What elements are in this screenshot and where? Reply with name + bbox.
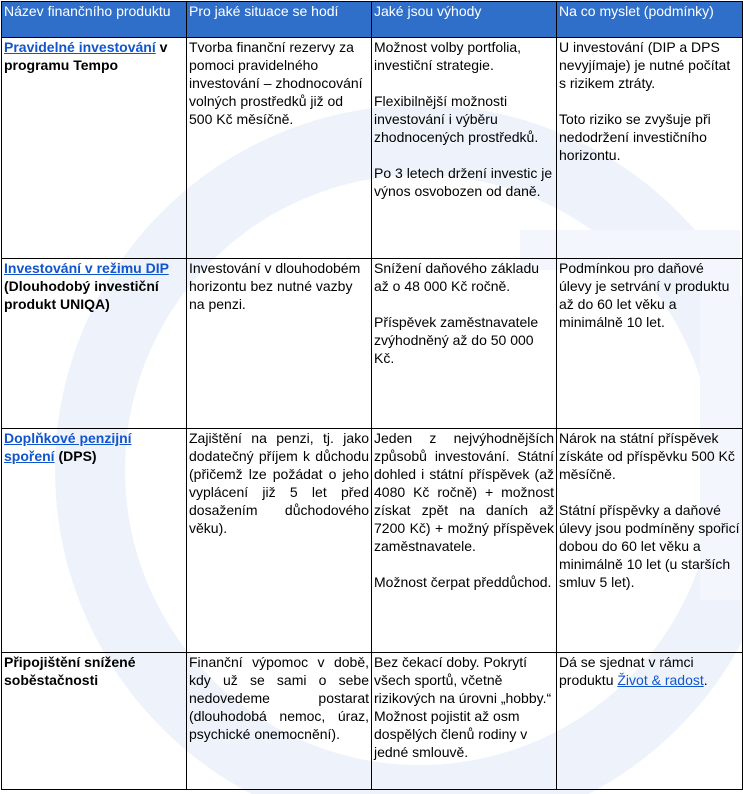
header-row: [2, 2, 743, 38]
table-row: [2, 429, 743, 653]
product-name-rest: v programu Tempo: [4, 39, 168, 73]
product-link-dip[interactable]: Investování v režimu DIP: [4, 260, 169, 276]
table-row: [2, 259, 743, 429]
condition-text: [559, 653, 740, 689]
header-conditions: Na co myslet (podmínky): [557, 2, 743, 38]
condition-text: Nárok na státní příspěvek získáte od příspěvku 500 Kč měsíčně.: [559, 430, 735, 482]
header-situations: Pro jaké situace se hodí: [187, 2, 372, 38]
conditions-cell: [557, 653, 743, 790]
product-name-cell: [2, 38, 187, 259]
benefit-text: Příspěvek zaměstnavatele zvýhodněný až do 50 000 Kč.: [374, 314, 539, 366]
situation-text: Tvorba finanční rezervy za pomoci pravidelného investování – zhodnocování volných prostředků již od 500 Kč měsíčně.: [189, 39, 363, 127]
conditions-cell: [557, 429, 743, 653]
condition-prefix: Dá se sjednat v rámci produktu: [559, 654, 694, 688]
product-name-cell: [2, 259, 187, 429]
benefit-text: Snížení daňového základu až o 48 000 Kč ročně.: [374, 260, 540, 294]
situation-cell: [187, 429, 372, 653]
header-product-name: Název finančního produktu: [2, 2, 187, 38]
product-name-cell: [2, 653, 187, 790]
benefit-text: Bez čekací doby. Pokrytí všech sportů, včetně rizikových na úrovni „hobby.“ Možnost pojistit až osm dospělých členů rodiny v jedné smlouvě.: [374, 654, 552, 760]
situation-text: Investování v dlouhodobém horizontu bez nutné vazby na penzi.: [189, 260, 361, 312]
benefits-cell: [372, 429, 557, 653]
product-comparison-table: [1, 1, 743, 790]
condition-text: U investování (DIP a DPS nevyjímaje) je nutné počítat s rizikem ztráty.: [559, 39, 731, 91]
situation-cell: [187, 259, 372, 429]
benefit-text: Flexibilnější možnosti investování i výběru zhodnocených prostředků.: [374, 93, 539, 145]
product-name-rest: (DPS): [54, 448, 97, 464]
benefit-text: Jeden z nejvýhodnějších způsobů investování. Státní dohled i státní příspěvek (až 4080 Kč ročně) + možnost získat zpět na daních až 7200 Kč) + možný příspěvek zaměstnavatele.: [374, 430, 554, 554]
situation-cell: [187, 38, 372, 259]
benefit-text: Možnost čerpat předdůchod.: [374, 574, 552, 590]
situation-text: Zajištění na penzi, tj. jako dodatečný příjem k důchodu (přičemž lze požádat o jeho vyplácení již 5 let před dosažením důchodového věku).: [189, 430, 369, 536]
benefit-text: Po 3 letech držení investic je výnos osvobozen od daně.: [374, 165, 553, 199]
benefits-cell: [372, 38, 557, 259]
condition-text: Státní příspěvky a daňové úlevy jsou podmíněny spořicí dobou do 60 let věku a minimálně 10 let (u starších smluv 5 let).: [559, 502, 740, 590]
benefits-cell: [372, 259, 557, 429]
table-row: [2, 38, 743, 259]
condition-text: Podmínkou pro daňové úlevy je setrvání v produktu až do 60 let věku a minimálně 10 let.: [559, 260, 730, 330]
condition-text: Toto riziko se zvyšuje při nedodržení investičního horizontu.: [559, 111, 711, 163]
product-name-rest: (Dlouhodobý investiční produkt UNIQA): [4, 278, 159, 312]
product-name-cell: [2, 429, 187, 653]
product-name-rest: Připojištění snížené soběstačnosti: [4, 654, 136, 688]
product-link-tempo[interactable]: Pravidelné investování: [4, 39, 156, 55]
condition-suffix: .: [703, 672, 708, 688]
benefit-text: Možnost volby portfolia, investiční strategie.: [374, 39, 522, 73]
situation-text: Finanční výpomoc v době, kdy už se sami o sebe nedovedeme postarat (dlouhodobá nemoc, úraz, psychické onemocnění).: [189, 654, 369, 742]
product-link-dps[interactable]: Doplňkové penzijní spoření: [4, 430, 132, 464]
conditions-cell: [557, 259, 743, 429]
header-benefits: Jaké jsou výhody: [372, 2, 557, 38]
table-row: [2, 653, 743, 790]
benefits-cell: [372, 653, 557, 790]
conditions-cell: [557, 38, 743, 259]
situation-cell: [187, 653, 372, 790]
zivot-radost-link[interactable]: Život & radost: [617, 672, 704, 688]
